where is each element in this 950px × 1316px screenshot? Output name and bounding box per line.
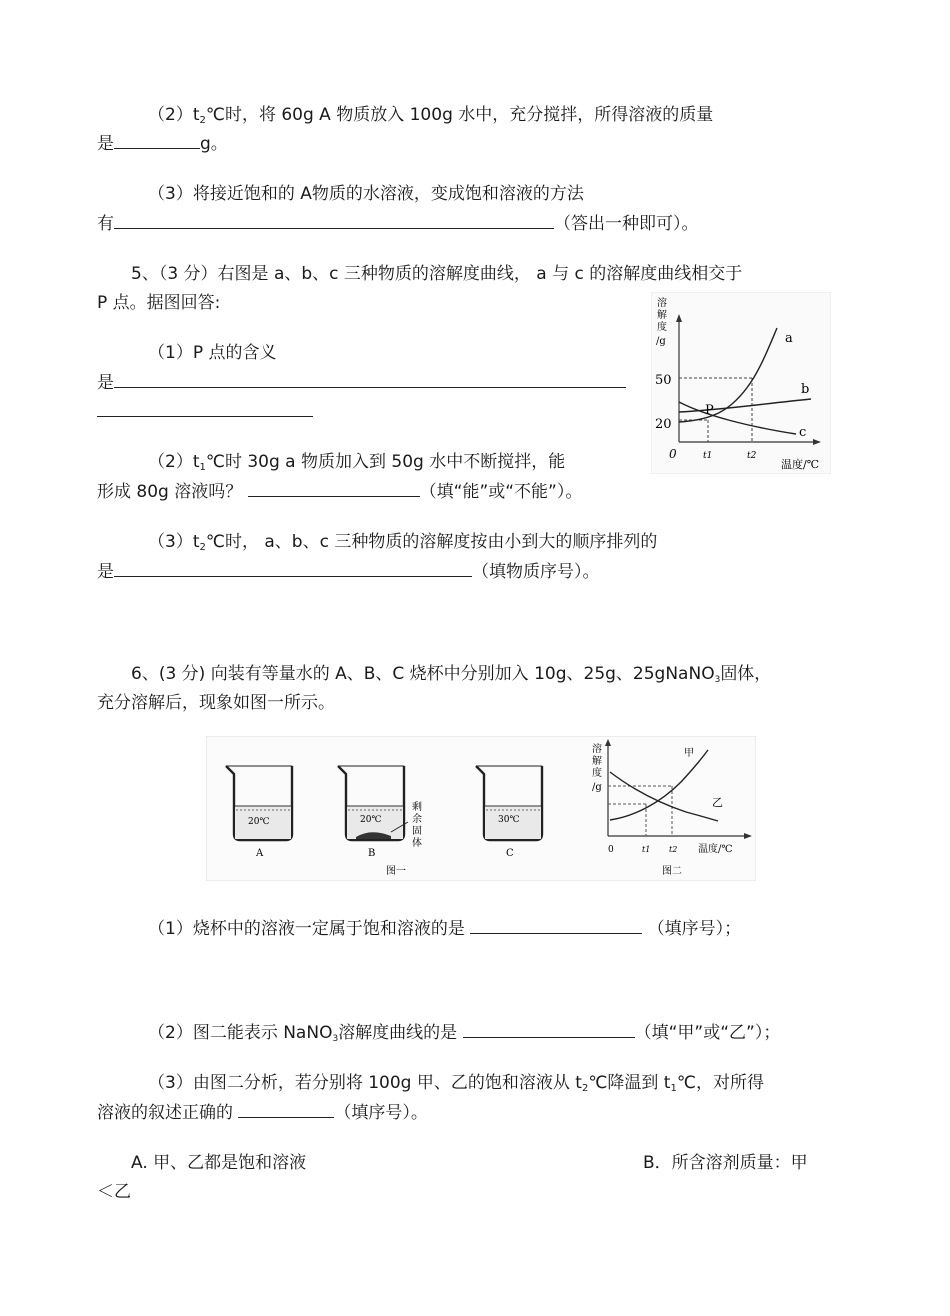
- y-axis-label-char: 溶: [592, 744, 602, 755]
- answer-blank[interactable]: [97, 400, 313, 417]
- q5-part3-line2: 是 （填物质序号）。: [97, 562, 600, 582]
- y-axis-label-char: 解: [592, 756, 602, 767]
- q4-part2-line2: 是 g。: [97, 134, 228, 154]
- tick-t2: t2: [747, 451, 757, 461]
- answer-blank[interactable]: [238, 1101, 334, 1118]
- q4-part3-line2: 有 （答出一种即可）。: [97, 214, 699, 234]
- solubility-curve-figure: [651, 292, 831, 474]
- beaker-c-label: C: [506, 848, 514, 859]
- q6-part2: （2）图二能表示 NaNO3溶解度曲线的是 （填“甲”或“乙”）；: [148, 1023, 781, 1044]
- beaker-c-temp: 30℃: [498, 815, 520, 825]
- q5-intro-line1: 5、（3 分）右图是 a、b、c 三种物质的溶解度曲线， a 与 c 的溶解度曲线相交于: [131, 264, 743, 284]
- residue-label-char: 余: [412, 814, 422, 825]
- q6-intro-line1: 6、(3 分) 向装有等量水的 A、B、C 烧杯中分别加入 10g、25g、25gNaNO3固体，: [131, 664, 772, 685]
- tick-t2: t2: [669, 845, 678, 854]
- tick-20: 20: [655, 417, 672, 432]
- curve-jia-label: 甲: [684, 748, 694, 759]
- y-axis-label-char: 解: [657, 310, 667, 321]
- curve-b-label: b: [801, 382, 810, 397]
- beaker-a-label: A: [256, 848, 264, 859]
- q6-part3-line2: 溶液的叙述正确的 （填序号）。: [97, 1103, 428, 1123]
- beaker-figure: [206, 736, 756, 881]
- answer-blank[interactable]: [463, 1021, 635, 1038]
- answer-blank[interactable]: [248, 480, 420, 497]
- origin-label: 0: [669, 447, 677, 461]
- answer-blank[interactable]: [114, 132, 200, 149]
- figure-two-caption: 图二: [662, 866, 682, 877]
- answer-blank[interactable]: [114, 560, 472, 577]
- option-b[interactable]: B．所含溶剂质量：甲: [643, 1153, 808, 1173]
- tick-50: 50: [655, 373, 672, 388]
- x-axis-label: 温度/℃: [698, 844, 733, 855]
- answer-blank[interactable]: [114, 212, 554, 229]
- q5-part2-line1: （2）t1℃时 30g a 物质加入到 50g 水中不断搅拌，能: [148, 452, 566, 473]
- curve-yi-label: 乙: [712, 796, 723, 809]
- beaker-b-label: B: [368, 848, 376, 859]
- curve-c-label: c: [799, 425, 807, 440]
- y-axis-label-char: 度: [657, 322, 667, 333]
- q5-part1-line1: （1）P 点的含义: [148, 343, 277, 363]
- residue-label-char: 体: [412, 838, 422, 849]
- q5-part3-line1: （3）t2℃时， a、b、c 三种物质的溶解度按由小到大的顺序排列的: [148, 532, 658, 553]
- answer-blank[interactable]: [470, 917, 642, 934]
- option-a[interactable]: A. 甲、乙都是饱和溶液: [131, 1153, 307, 1173]
- beaker-a-temp: 20℃: [248, 817, 270, 827]
- curve-a-label: a: [785, 331, 793, 346]
- q5-intro-line2: P 点。据图回答:: [97, 293, 221, 313]
- origin-label: 0: [608, 845, 614, 855]
- q4-part2-line1: （2）t2℃时，将 60g A 物质放入 100g 水中，充分搅拌，所得溶液的质量: [148, 105, 714, 126]
- point-p-label: P: [705, 403, 714, 418]
- beaker-b-temp: 20℃: [360, 815, 382, 825]
- answer-blank[interactable]: [114, 371, 626, 388]
- figure-one-caption: 图一: [386, 866, 406, 877]
- q6-intro-line2: 充分溶解后，现象如图一所示。: [97, 693, 335, 713]
- residue-label-char: 固: [412, 826, 422, 837]
- q5-part1-line2: 是: [97, 371, 626, 394]
- y-axis-unit: /g: [656, 336, 666, 347]
- q6-part1: （1）烧杯中的溶液一定属于饱和溶液的是 （填序号）；: [148, 919, 742, 939]
- residue-label-char: 剩: [412, 802, 422, 813]
- y-axis-label-char: 溶: [657, 298, 667, 309]
- tick-t1: t1: [642, 845, 651, 854]
- q6-part3-line1: （3）由图二分析，若分别将 100g 甲、乙的饱和溶液从 t2℃降温到 t1℃，对所得: [148, 1073, 764, 1094]
- q4-part3-line1: （3）将接近饱和的 A物质的水溶液，变成饱和溶液的方法: [148, 184, 584, 204]
- tick-t1: t1: [703, 451, 713, 461]
- option-b-continued: ＜乙: [97, 1182, 131, 1202]
- y-axis-unit: /g: [592, 782, 602, 793]
- x-axis-label: 温度/℃: [781, 458, 820, 471]
- q5-part2-line2: 形成 80g 溶液吗？ （填“能”或“不能”）。: [97, 482, 583, 502]
- y-axis-label-char: 度: [592, 768, 602, 779]
- q5-part1-line3: [97, 400, 313, 423]
